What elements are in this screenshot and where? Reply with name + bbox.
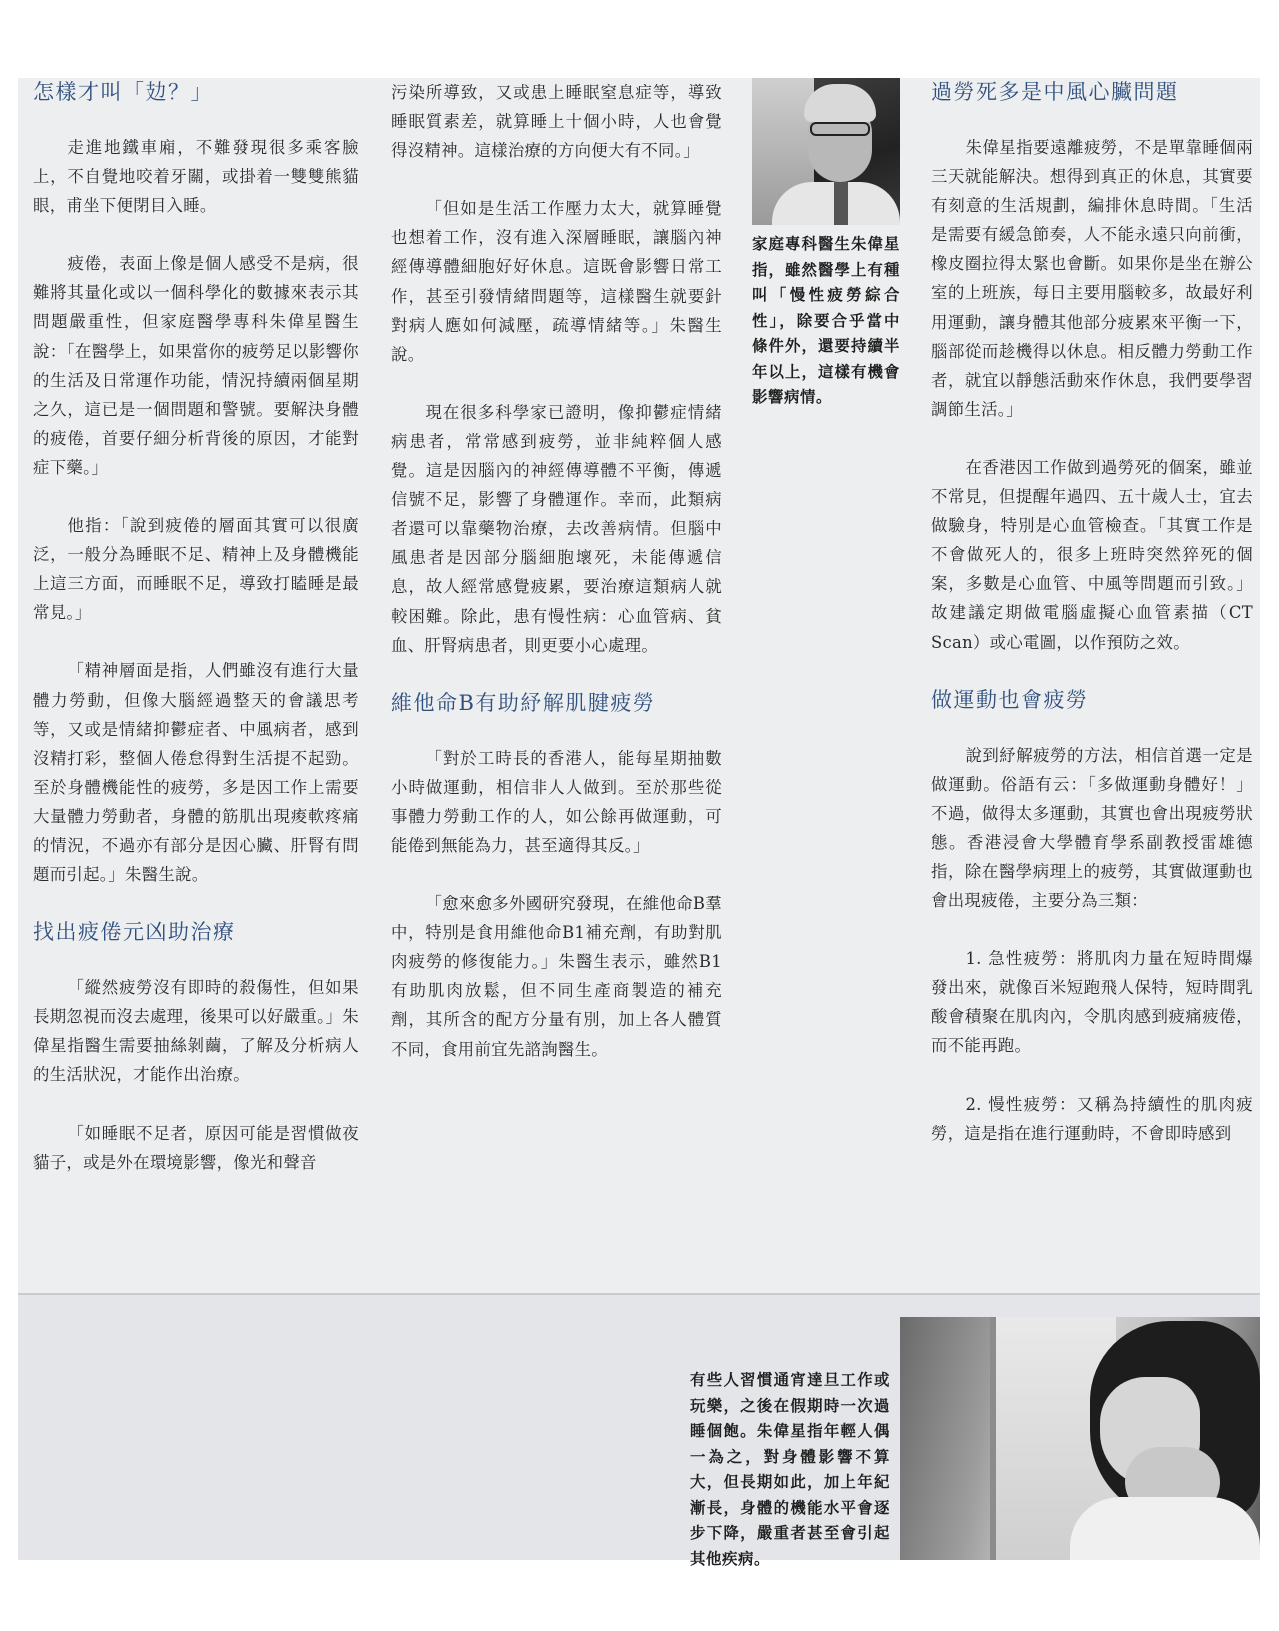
heading-vitamin-b: 維他命B有助紓解肌腱疲勞 bbox=[391, 690, 656, 715]
paragraph: 現在很多科學家已證明，像抑鬱症情緒病患者，常常感到疲勞，並非純粹個人感覺。這是因腦內的神經傳導體不平衡，傳遞信號不足，影響了身體運作。幸而，此類病者還可以靠藥物治療，去改善病情。但腦中風患者是因部分腦細胞壞死，未能傳遞信息，故人經常感覺疲累，要治療這類病人就較困難。除此，患有慢性病：心血管病、貧血、肝腎病患者，則更要小心處理。 bbox=[391, 402, 722, 655]
paragraph: 「對於工時長的香港人，能每星期抽數小時做運動，相信非人人做到。至於那些從事體力勞動工作的人，如公餘再做運動，可能倦到無能為力，甚至適得其反。」 bbox=[391, 748, 722, 855]
doctor-photo bbox=[752, 78, 900, 225]
paragraph: 「愈來愈多外國研究發現，在維他命B羣中，特別是食用維他命B1補充劑，有助對肌肉疲勞的修復能力。」朱醫生表示，雖然B1有助肌肉放鬆，但不同生產商製造的補充劑，其所含的配方分量有別，加上各人體質不同，食用前宜先諮詢醫生。 bbox=[391, 894, 722, 1059]
paragraph: 「縱然疲勞沒有即時的殺傷性，但如果長期忽視而沒去處理，後果可以好嚴重。」朱偉星指醫生需要抽絲剝繭，了解及分析病人的生活狀況，才能作出治療。 bbox=[33, 978, 359, 1085]
column-1 bbox=[33, 78, 359, 1206]
paragraph: 走進地鐵車廂，不難發現很多乘客臉上，不自覺地咬着牙關，或掛着一雙雙熊貓眼，甫坐下便閉目入睡。 bbox=[33, 138, 359, 216]
paragraph: 說到紓解疲勞的方法，相信首選一定是做運動。俗語有云：「多做運動身體好！」不過，做得太多運動，其實也會出現疲勞狀態。香港浸會大學體育學系副教授雷雄德指，除在醫學病理上的疲勞，其實做運動也會出現疲倦，主要分為三類： bbox=[931, 745, 1253, 911]
sleepy-girl-photo bbox=[900, 1317, 1260, 1560]
paragraph: 他指：「說到疲倦的層面其實可以很廣泛，一般分為睡眠不足、精神上及身體機能上這三方面，而睡眠不足，導致打瞌睡是最常見。」 bbox=[33, 516, 359, 623]
doctor-photo-caption: 家庭專科醫生朱偉星指，雖然醫學上有種叫「慢性疲勞綜合性」，除要合乎當中條件外，還要持續半年以上，這樣有機會影響病情。 bbox=[752, 235, 900, 406]
heading-find-cause: 找出疲倦元凶助治療 bbox=[33, 920, 236, 945]
heading-karoshi: 過勞死多是中風心臟問題 bbox=[931, 80, 1179, 104]
column-2 bbox=[391, 78, 722, 1093]
column-3 bbox=[931, 78, 1253, 1177]
paragraph: 疲倦，表面上像是個人感受不是病，很難將其量化或以一個科學化的數據來表示其問題嚴重性，但家庭醫學專科朱偉星醫生說：「在醫學上，如果當你的疲勞足以影響你的生活及日常運作功能，情況持續兩個星期之久，這已是一個問題和警號。要解決身體的疲倦，首要仔細分析背後的原因，才能對症下藥。」 bbox=[33, 254, 359, 477]
paragraph: 在香港因工作做到過勞死的個案，雖並不常見，但提醒年過四、五十歲人士，宜去做驗身，特別是心血管檢查。「其實工作是不會做死人的，很多上班時突然猝死的個案，多數是心血管、中風等問題而引致。」故建議定期做電腦虛擬心血管素描（CT Scan）或心電圖，以作預防之效。 bbox=[931, 457, 1253, 652]
girl-photo-caption: 有些人習慣通宵達旦工作或玩樂，之後在假期時一次過睡個飽。朱偉星指年輕人偶一為之，對身體影響不算大，但長期如此，加上年紀漸長，身體的機能水平會逐步下降，嚴重者甚至會引起其他疾病。 bbox=[690, 1371, 890, 1568]
heading-what-is-tired: 怎樣才叫「攰？」 bbox=[33, 80, 213, 104]
paragraph: 朱偉星指要遠離疲勞，不是單靠睡個兩三天就能解決。想得到真正的休息，其實要有刻意的生活規劃，編排休息時間。「生活是需要有緩急節奏，人不能永遠只向前衝，橡皮圈拉得太緊也會斷。如果你是坐在辦公室的上班族，每日主要用腦較多，故最好利用運動，讓身體其他部分疲累來平衡一下，腦部從而趁機得以休息。相反體力勞動工作者，就宜以靜態活動來作休息，我們要學習調節生活。」 bbox=[931, 138, 1253, 419]
heading-exercise-fatigue: 做運動也會疲勞 bbox=[931, 687, 1089, 712]
paragraph: 「如睡眠不足者，原因可能是習慣做夜貓子，或是外在環境影響，像光和聲音 bbox=[33, 1123, 359, 1172]
paragraph: 「但如是生活工作壓力太大，就算睡覺也想着工作，沒有進入深層睡眠，讓腦內神經傳導體細胞好好休息。這既會影響日常工作，甚至引發情緒問題等，這樣醫生就要針對病人應如何減壓，疏導情緒等。」朱醫生說。 bbox=[391, 199, 722, 364]
paragraph: 2. 慢性疲勞：又稱為持續性的肌肉疲勞，這是指在進行運動時，不會即時感到 bbox=[931, 1094, 1253, 1143]
paragraph: 1. 急性疲勞：將肌肉力量在短時間爆發出來，就像百米短跑飛人保特，短時間乳酸會積聚在肌肉內，令肌肉感到疲痛疲倦，而不能再跑。 bbox=[931, 949, 1253, 1056]
paragraph: 污染所導致，又或患上睡眠窒息症等，導致睡眠質素差，就算睡上十個小時，人也會覺得沒精神。這樣治療的方向便大有不同。」 bbox=[391, 83, 722, 161]
paragraph: 「精神層面是指，人們雖沒有進行大量體力勞動，但像大腦經過整天的會議思考等，又或是情緒抑鬱症者、中風病者，感到沒精打彩，整個人倦怠得對生活提不起勁。至於身體機能性的疲勞，多是因工作上需要大量體力勞動者，身體的筋肌出現痠軟疼痛的情況，不過亦有部分是因心臟、肝腎有問題而引起。」朱醫生說。 bbox=[33, 661, 359, 885]
